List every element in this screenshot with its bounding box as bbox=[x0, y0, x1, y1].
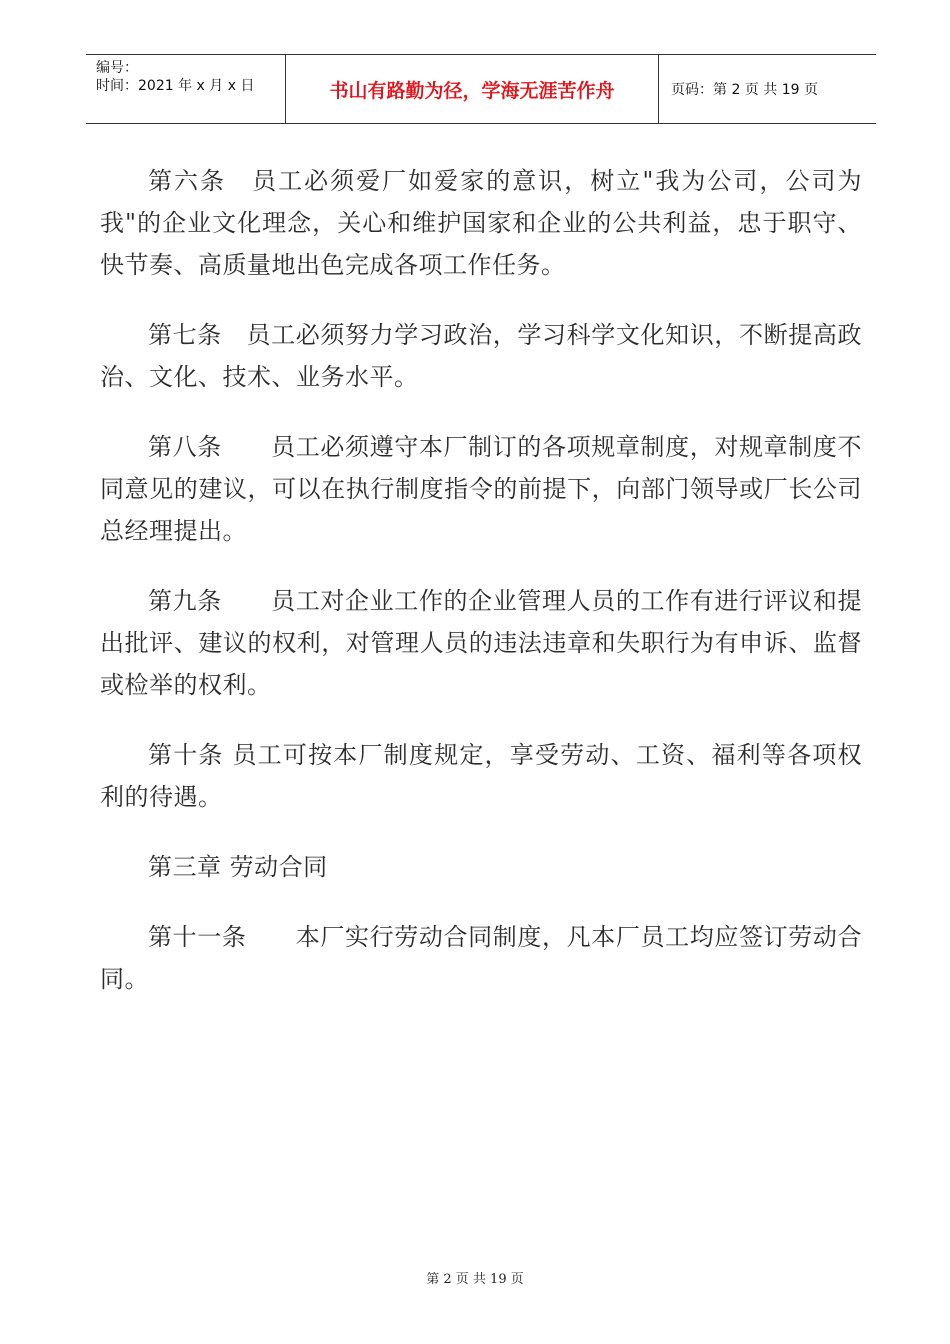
document-body bbox=[100, 160, 862, 1028]
article-8: 第八条 员工必须遵守本厂制订的各项规章制度，对规章制度不同意见的建议，可以在执行制度指令的前提下，向部门领导或厂长公司总经理提出。 bbox=[100, 433, 862, 545]
header-motto: 书山有路勤为径，学海无涯苦作舟 bbox=[286, 55, 659, 123]
chapter-3-heading: 第三章 劳动合同 bbox=[148, 853, 328, 881]
article-7: 第七条 员工必须努力学习政治，学习科学文化知识，不断提高政治、文化、技术、业务水平。 bbox=[100, 321, 862, 391]
header-meta bbox=[86, 55, 286, 123]
article-11: 第十一条 本厂实行劳动合同制度，凡本厂员工均应签订劳动合同。 bbox=[100, 923, 862, 993]
article-9: 第九条 员工对企业工作的企业管理人员的工作有进行评议和提出批评、建议的权利，对管理人员的违法违章和失职行为有申诉、监督或检举的权利。 bbox=[100, 587, 862, 699]
number-label: 编号： bbox=[96, 60, 138, 76]
page-header bbox=[86, 54, 876, 124]
article-6: 第六条 员工必须爱厂如爱家的意识，树立"我为公司，公司为我"的企业文化理念，关心和维护国家和企业的公共利益，忠于职守、快节奏、高质量地出色完成各项工作任务。 bbox=[100, 167, 862, 279]
time-label: 时间：2021 年 x 月 x 日 bbox=[96, 78, 255, 94]
page-footer: 第 2 页 共 19 页 bbox=[426, 1272, 524, 1287]
article-10: 第十条 员工可按本厂制度规定，享受劳动、工资、福利等各项权利的待遇。 bbox=[100, 741, 862, 811]
header-page-info: 页码：第 2 页 共 19 页 bbox=[671, 82, 818, 98]
